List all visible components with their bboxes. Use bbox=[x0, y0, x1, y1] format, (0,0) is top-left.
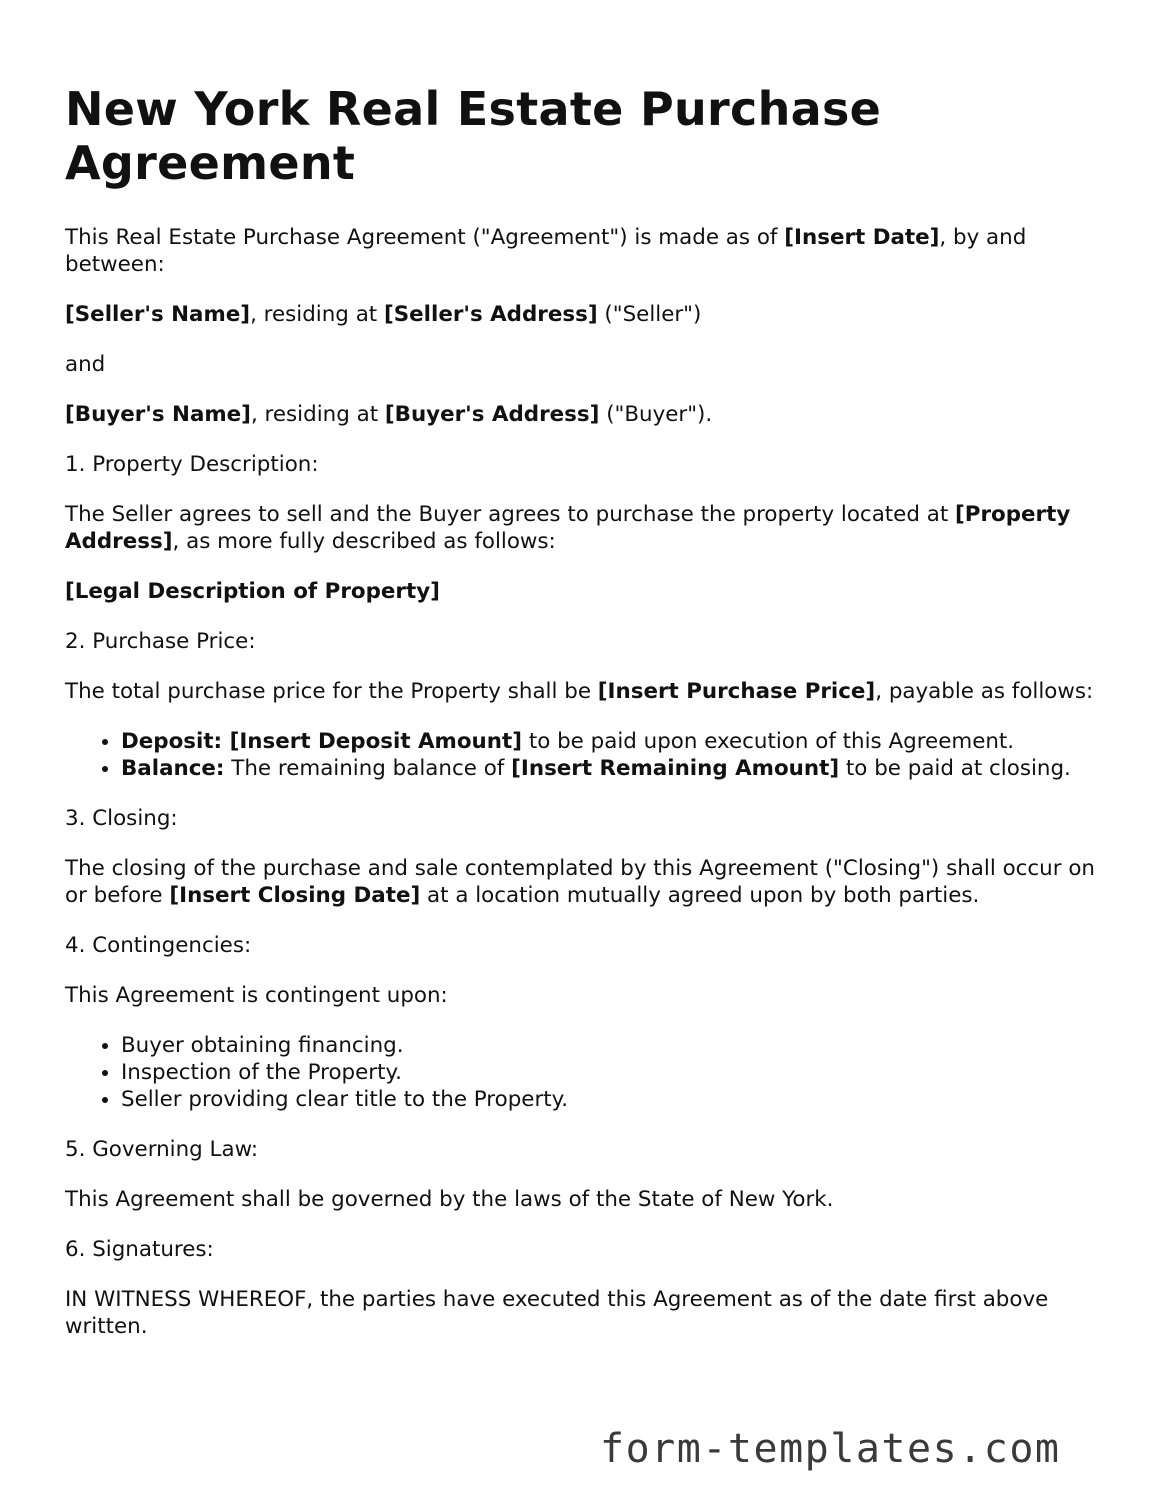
section-1-text-2: , as more fully described as follows: bbox=[172, 529, 556, 554]
balance-text-1: The remaining balance of bbox=[224, 756, 512, 781]
purchase-price-placeholder: [Insert Purchase Price] bbox=[597, 679, 876, 704]
section-1-heading: 1. Property Description: bbox=[65, 452, 319, 477]
section-4-paragraph: This Agreement is contingent upon: bbox=[65, 983, 448, 1008]
document-page bbox=[65, 82, 1105, 1363]
buyer-paragraph bbox=[65, 401, 1105, 428]
watermark: form-templates.com bbox=[600, 1426, 1061, 1472]
payment-list bbox=[65, 728, 1105, 782]
section-2-text-1: The total purchase price for the Property shall be bbox=[65, 679, 598, 704]
section-5-heading: 5. Governing Law: bbox=[65, 1137, 259, 1162]
section-5-paragraph: This Agreement shall be governed by the laws of the State of New York. bbox=[65, 1187, 834, 1212]
intro-text-2: , by and between: bbox=[65, 225, 1027, 277]
seller-address-placeholder: [Seller's Address] bbox=[383, 302, 598, 327]
section-3-text-2: at a location mutually agreed upon by both parties. bbox=[420, 883, 980, 908]
contingencies-list bbox=[65, 1032, 1105, 1113]
seller-text-1: , residing at bbox=[250, 302, 384, 327]
seller-text-2: ("Seller") bbox=[597, 302, 702, 327]
legal-description-placeholder bbox=[65, 578, 1105, 605]
section-6-heading: 6. Signatures: bbox=[65, 1237, 214, 1262]
balance-label: Balance: bbox=[121, 756, 225, 781]
balance-text-2: to be paid at closing. bbox=[839, 756, 1071, 781]
list-item: • Inspection of the Property. bbox=[121, 1059, 1105, 1086]
property-address-placeholder: [Property Address] bbox=[65, 502, 1071, 554]
and-paragraph: and bbox=[65, 352, 106, 377]
deposit-label: Deposit: bbox=[121, 729, 223, 754]
section-3-paragraph bbox=[65, 855, 1105, 909]
list-item: • Buyer obtaining financing. bbox=[121, 1032, 1105, 1059]
intro-text-1: This Real Estate Purchase Agreement ("Agreement") is made as of bbox=[65, 225, 785, 250]
section-2-paragraph bbox=[65, 678, 1105, 705]
section-1-paragraph bbox=[65, 501, 1105, 555]
insert-date-placeholder: [Insert Date] bbox=[784, 225, 940, 250]
buyer-address-placeholder: [Buyer's Address] bbox=[384, 402, 600, 427]
legal-description-text: [Legal Description of Property] bbox=[65, 579, 440, 604]
list-item bbox=[121, 755, 1105, 782]
section-2-text-2: , payable as follows: bbox=[875, 679, 1094, 704]
deposit-text: to be paid upon execution of this Agreement. bbox=[522, 729, 1015, 754]
buyer-text-2: ("Buyer"). bbox=[599, 402, 713, 427]
buyer-name-placeholder: [Buyer's Name] bbox=[65, 402, 251, 427]
seller-paragraph bbox=[65, 301, 1105, 328]
seller-name-placeholder: [Seller's Name] bbox=[65, 302, 251, 327]
section-6-paragraph: IN WITNESS WHEREOF, the parties have executed this Agreement as of the date first above written. bbox=[65, 1287, 1049, 1339]
list-item bbox=[121, 728, 1105, 755]
document-title: New York Real Estate Purchase Agreement bbox=[65, 82, 882, 190]
closing-date-placeholder: [Insert Closing Date] bbox=[169, 883, 421, 908]
remaining-amount-placeholder: [Insert Remaining Amount] bbox=[511, 756, 840, 781]
buyer-text-1: , residing at bbox=[250, 402, 385, 427]
section-3-heading: 3. Closing: bbox=[65, 806, 178, 831]
intro-paragraph bbox=[65, 224, 1105, 278]
section-2-heading: 2. Purchase Price: bbox=[65, 629, 256, 654]
section-3-text-1: The closing of the purchase and sale contemplated by this Agreement ("Closing") shall occur on or before bbox=[65, 856, 1095, 908]
section-1-text-1: The Seller agrees to sell and the Buyer agrees to purchase the property located at bbox=[65, 502, 956, 527]
section-4-heading: 4. Contingencies: bbox=[65, 933, 252, 958]
deposit-amount-placeholder: [Insert Deposit Amount] bbox=[222, 729, 523, 754]
list-item: • Seller providing clear title to the Property. bbox=[121, 1086, 1105, 1113]
